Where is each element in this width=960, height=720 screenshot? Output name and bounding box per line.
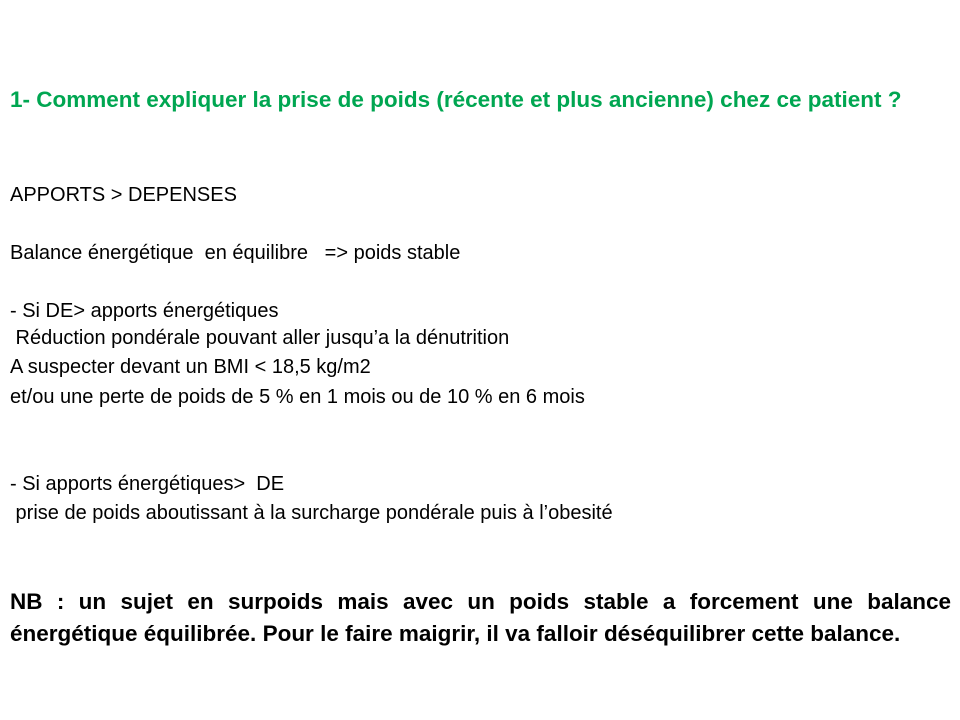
slide-title: 1- Comment expliquer la prise de poids (récente et plus ancienne) chez ce patient ? bbox=[10, 87, 902, 112]
text-line-balance-equilibre: Balance énergétique en équilibre => poids stable bbox=[10, 242, 461, 264]
text-line-si-de: - Si DE> apports énergétiques bbox=[10, 300, 279, 322]
text-line-apports-depenses: APPORTS > DEPENSES bbox=[10, 184, 237, 206]
text-line-si-apports: - Si apports énergétiques> DE bbox=[10, 473, 285, 495]
text-line-prise-poids: prise de poids aboutissant à la surcharge pondérale puis à l’obesité bbox=[10, 502, 613, 524]
text-line-perte-poids: et/ou une perte de poids de 5 % en 1 mois ou de 10 % en 6 mois bbox=[10, 386, 585, 408]
text-line-bmi: A suspecter devant un BMI < 18,5 kg/m2 bbox=[10, 356, 371, 378]
text-line-reduction-ponderale: Réduction pondérale pouvant aller jusqu’a la dénutrition bbox=[10, 327, 510, 349]
nb-note: NB : un sujet en surpoids mais avec un poids stable a forcement une balance énergétique équilibrée. Pour le faire maigrir, il va falloir déséquilibrer cette balance. bbox=[10, 589, 951, 646]
